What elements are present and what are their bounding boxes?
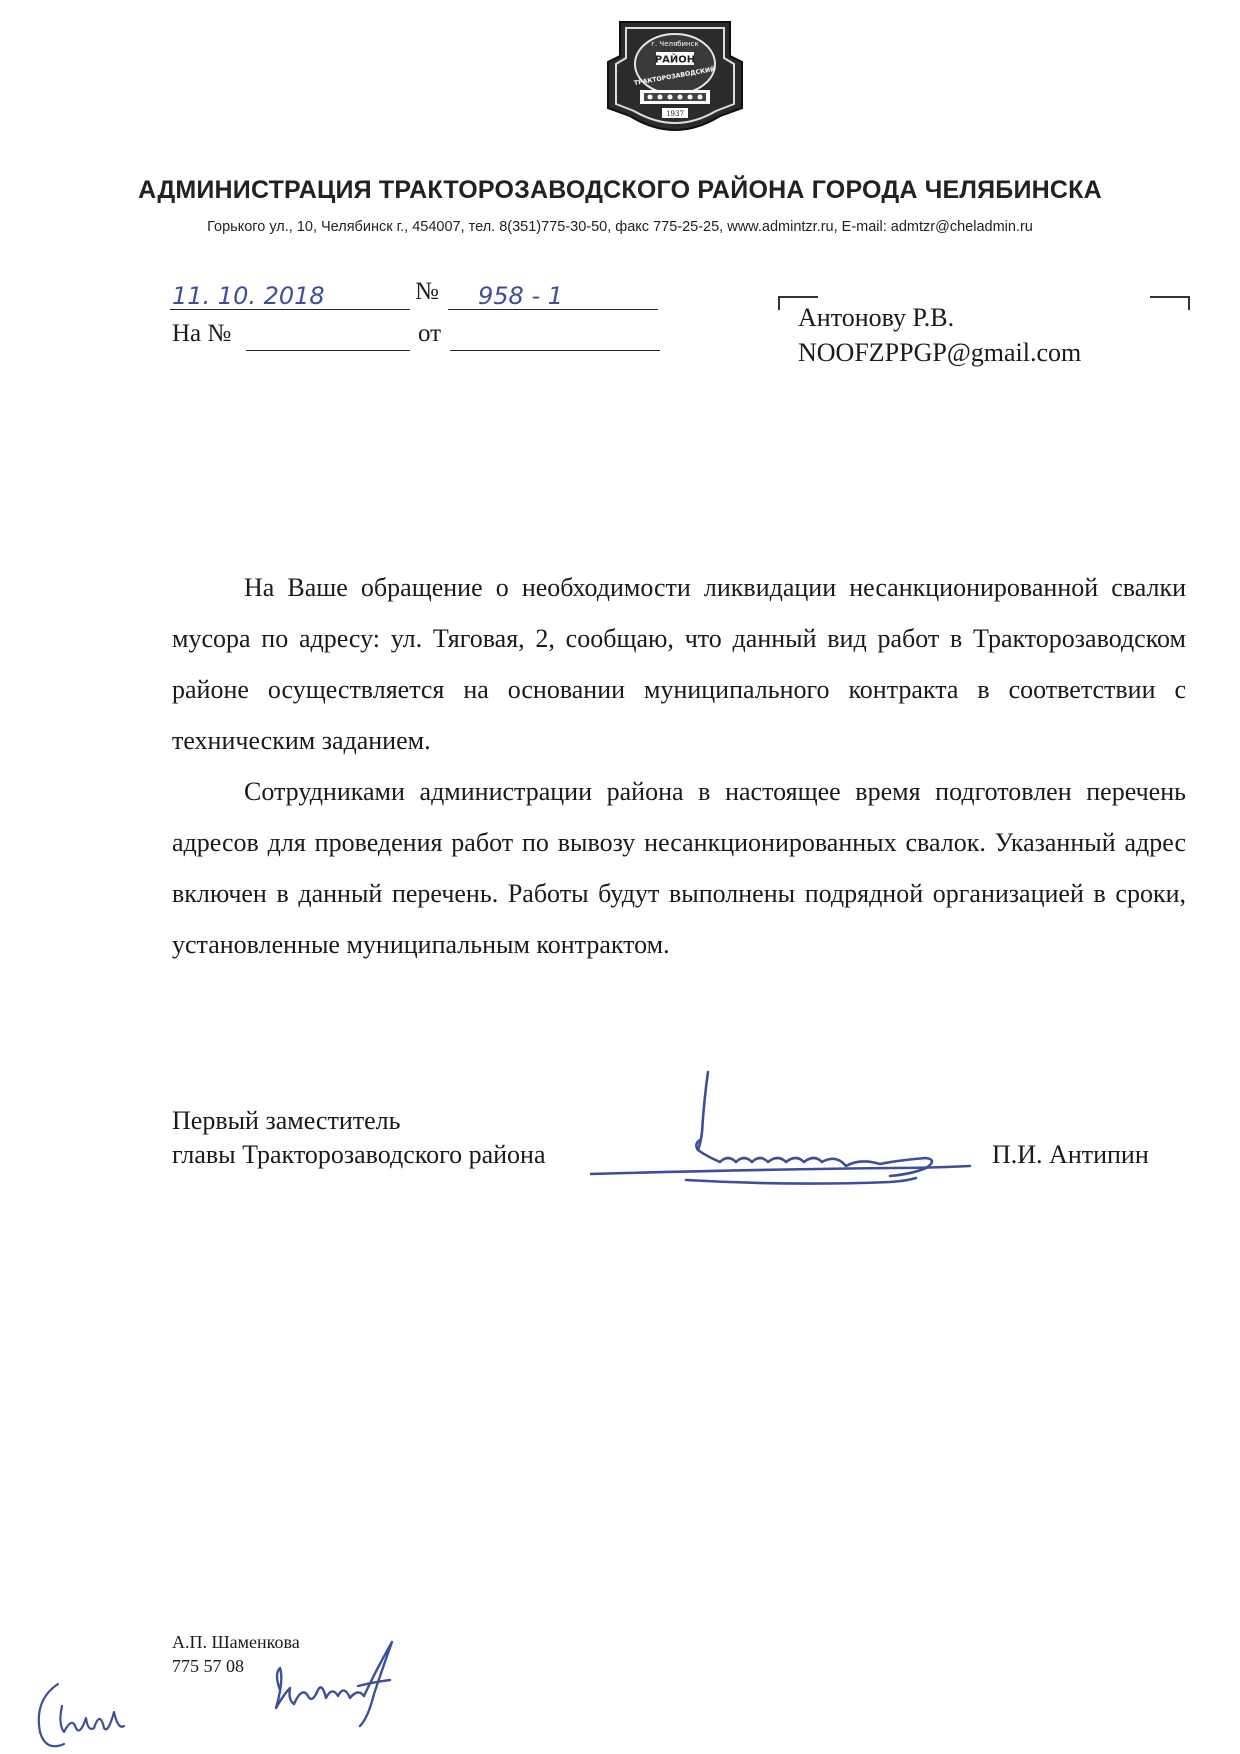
from-label: от	[418, 320, 442, 347]
body-paragraph-2: Сотрудниками администрации района в настоящее время подготовлен перечень адресов для проведения работ по вывозу несанкционированных свалок. Указанный адрес включен в данный перечень. Работы будут выполнены подрядной организацией в сроки, установленные муниципальным контрактом.	[172, 777, 1186, 959]
district-emblem	[600, 16, 750, 144]
handwritten-date: 11. 10. 2018	[172, 282, 325, 310]
reference-label: На №	[172, 320, 232, 347]
addressee-name: Антонову Р.В.	[798, 303, 955, 332]
signatory-signature	[590, 1070, 980, 1200]
signatory-name: П.И. Антипин	[992, 1140, 1149, 1169]
emblem-year: 1937	[666, 110, 684, 118]
addressee-corner-right	[1150, 296, 1190, 310]
signatory-position-line2: главы Тракторозаводского района	[172, 1140, 546, 1169]
emblem-top-text: г. Челябинск	[651, 40, 699, 48]
emblem-name: ТРАКТОРОЗАВОДСКИЙ	[633, 65, 716, 88]
organization-title: АДМИНИСТРАЦИЯ ТРАКТОРОЗАВОДСКОГО РАЙОНА ГОРОДА ЧЕЛЯБИНСКА	[138, 176, 1102, 204]
addressee-email: NOOFZPPGP@gmail.com	[798, 338, 1082, 367]
from-line	[450, 350, 660, 351]
handwritten-number: 958 - 1	[478, 282, 563, 310]
reference-line	[246, 350, 410, 351]
signatory-position-line1: Первый заместитель	[172, 1106, 401, 1135]
organization-contacts: Горького ул., 10, Челябинск г., 454007, тел. 8(351)775-30-50, факс 775-25-25, www.admintzr.ru, E-mail: admtzr@cheladmin.ru	[207, 219, 1033, 235]
number-label: №	[415, 278, 439, 305]
visa-signature	[28, 1670, 148, 1754]
letter-body	[172, 562, 1186, 970]
executor-signature	[250, 1630, 430, 1730]
emblem-label: РАЙОН	[654, 54, 696, 66]
executor-name: А.П. Шаменкова	[172, 1632, 300, 1652]
executor-phone: 775 57 08	[172, 1656, 244, 1676]
body-paragraph-1: На Ваше обращение о необходимости ликвидации несанкционированной свалки мусора по адресу: ул. Тяговая, 2, сообщаю, что данный вид работ в Тракторозаводском районе осуществляется на основании муниципального контракта в соответствии с техническим заданием.	[172, 573, 1186, 755]
